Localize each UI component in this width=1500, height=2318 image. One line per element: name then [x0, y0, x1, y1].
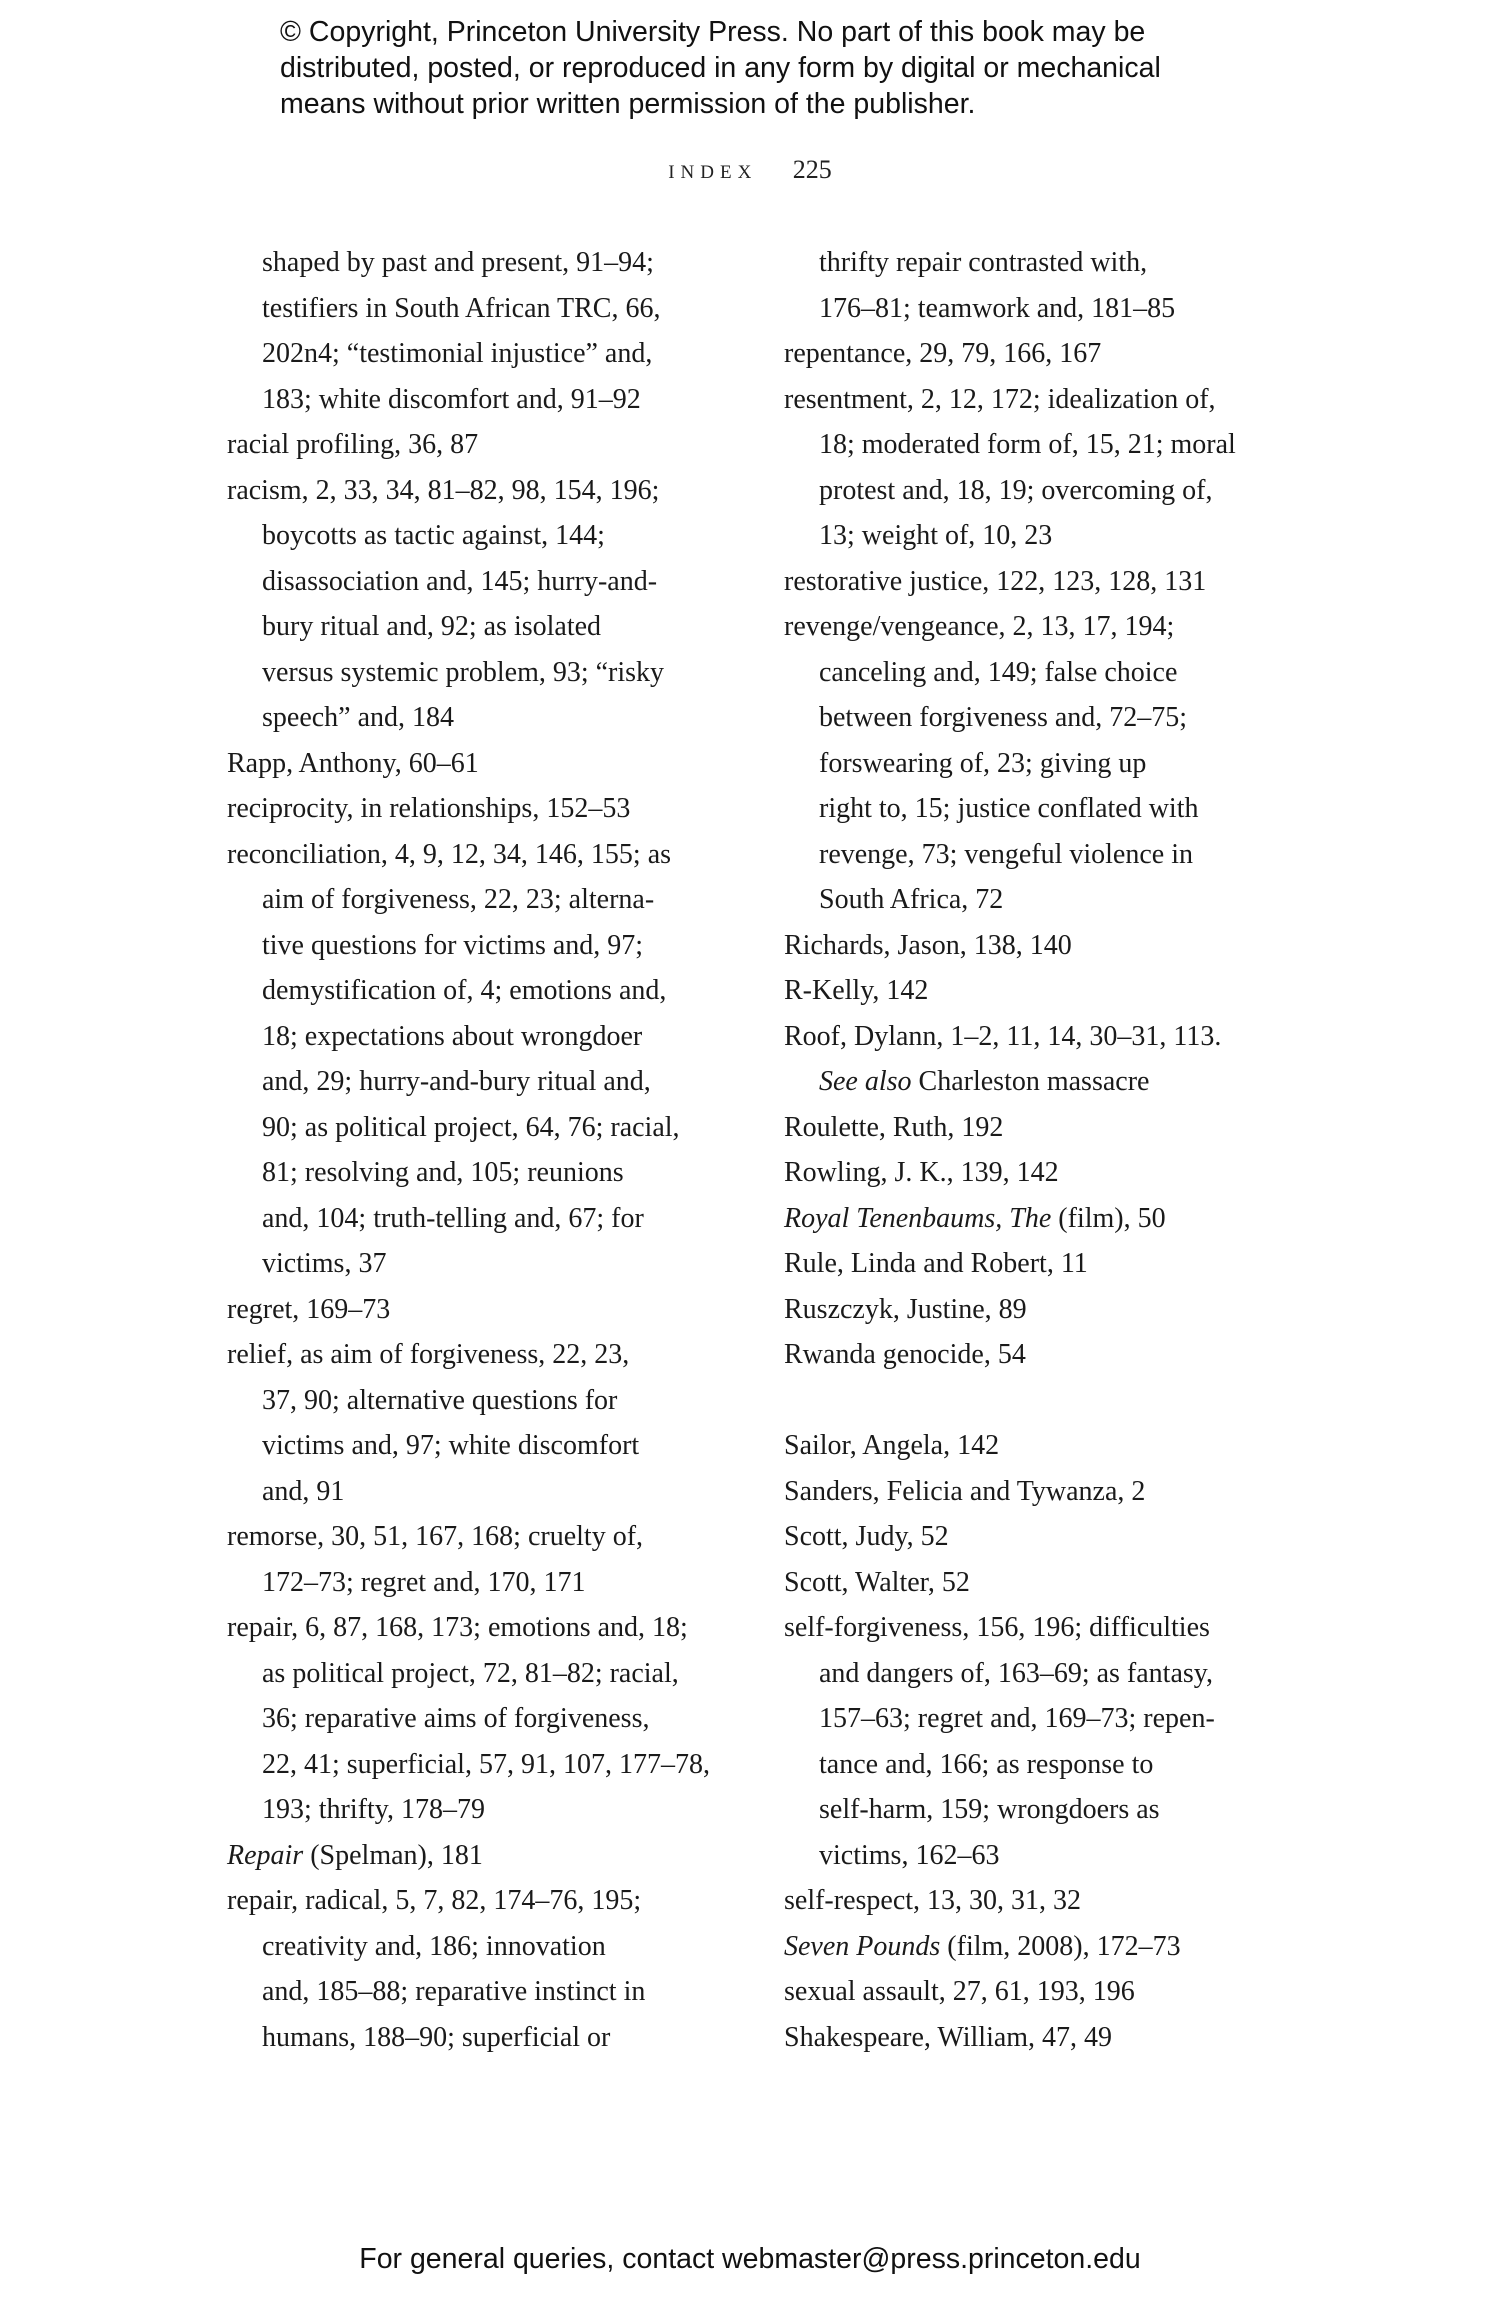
entry-text: Scott, Judy, 52	[784, 1521, 949, 1552]
index-column-left	[227, 240, 727, 2060]
index-subentry-line	[227, 286, 727, 332]
index-subentry-line	[227, 1014, 727, 1060]
index-entry	[227, 741, 727, 787]
entry-text: 18; expectations about wrongdoer	[262, 1020, 643, 1052]
entry-text: testifiers in South African TRC, 66,	[262, 292, 661, 324]
index-subentry-line	[227, 1787, 727, 1833]
index-entry	[227, 1287, 727, 1333]
index-entry	[784, 1014, 1284, 1060]
entry-text: Rowling, J. K., 139, 142	[784, 1157, 1059, 1188]
entry-text: canceling and, 149; false choice	[819, 656, 1178, 688]
index-subentry-line	[227, 377, 727, 423]
entry-text: 157–63; regret and, 169–73; repen-	[819, 1703, 1215, 1734]
index-entry	[784, 1332, 1284, 1378]
entry-text: 13; weight of, 10, 23	[819, 520, 1053, 551]
entry-text: right to, 15; justice conflated with	[819, 793, 1199, 824]
entry-text: repentance, 29, 79, 166, 167	[784, 338, 1102, 369]
index-subentry-line	[227, 1696, 727, 1742]
entry-text: and, 185–88; reparative instinct in	[262, 1976, 646, 2007]
italic-title: Royal Tenenbaums, The	[784, 1202, 1052, 1234]
index-entry	[227, 468, 727, 514]
entry-text: racial profiling, 36, 87	[227, 429, 479, 460]
index-subentry-line	[227, 1150, 727, 1196]
index-subentry-line	[227, 1196, 727, 1242]
entry-text: 90; as political project, 64, 76; racial,	[262, 1111, 680, 1143]
entry-text: Sailor, Angela, 142	[784, 1430, 1000, 1461]
index-subentry-line	[784, 741, 1284, 787]
entry-text: remorse, 30, 51, 167, 168; cruelty of,	[227, 1521, 644, 1552]
entry-text: 183; white discomfort and, 91–92	[262, 383, 641, 415]
entry-text: boycotts as tactic against, 144;	[262, 520, 605, 551]
entry-text: self-respect, 13, 30, 31, 32	[784, 1885, 1082, 1916]
entry-text: victims, 37	[262, 1248, 387, 1279]
entry-text: victims, 162–63	[819, 1839, 1000, 1871]
index-subentry-line	[784, 1833, 1284, 1879]
entry-text: between forgiveness and, 72–75;	[819, 702, 1188, 733]
index-entry	[784, 1469, 1284, 1515]
index-subentry-line	[784, 786, 1284, 832]
index-subentry-line	[227, 1469, 727, 1515]
index-subentry-line	[784, 650, 1284, 696]
entry-text: 37, 90; alternative questions for	[262, 1384, 618, 1416]
index-subentry-line	[784, 1742, 1284, 1788]
index-subentry-line	[227, 923, 727, 969]
index-subentry-line	[784, 695, 1284, 741]
entry-text: 202n4; “testimonial injustice” and,	[262, 338, 653, 369]
index-subentry-line	[227, 650, 727, 696]
index-subentry-line	[784, 877, 1284, 923]
entry-text: thrifty repair contrasted with,	[819, 247, 1148, 278]
index-subentry-line	[227, 1560, 727, 1606]
entry-text: racism, 2, 33, 34, 81–82, 98, 154, 196;	[227, 474, 660, 506]
index-subentry-line	[227, 1969, 727, 2015]
entry-text: as political project, 72, 81–82; racial,	[262, 1657, 679, 1689]
entry-text: repair, 6, 87, 168, 173; emotions and, 18;	[227, 1612, 688, 1643]
index-subentry-line	[784, 286, 1284, 332]
entry-text: revenge, 73; vengeful violence in	[819, 838, 1193, 870]
entry-text: Rule, Linda and Robert, 11	[784, 1248, 1088, 1279]
entry-text: Roulette, Ruth, 192	[784, 1111, 1004, 1143]
entry-text: self-forgiveness, 156, 196; difficulties	[784, 1612, 1210, 1643]
index-subentry-line	[227, 1059, 727, 1105]
index-entry	[784, 1605, 1284, 1651]
entry-text: relief, as aim of forgiveness, 22, 23,	[227, 1339, 630, 1370]
entry-text: creativity and, 186; innovation	[262, 1930, 606, 1962]
index-entry	[227, 1878, 727, 1924]
index-subentry-line	[227, 1378, 727, 1424]
index-entry	[784, 1105, 1284, 1151]
entry-text: shaped by past and present, 91–94;	[262, 247, 654, 278]
entry-text: and, 91	[262, 1475, 345, 1507]
footer-contact: For general queries, contact webmaster@press.princeton.edu	[359, 2243, 1141, 2275]
index-entry	[784, 1196, 1284, 1242]
index-entry	[784, 968, 1284, 1014]
copyright-line: © Copyright, Princeton University Press. No part of this book may be	[280, 16, 1146, 48]
copyright-line: distributed, posted, or reproduced in any form by digital or mechanical	[280, 52, 1161, 84]
entry-text: South Africa, 72	[819, 884, 1004, 915]
index-subentry-line	[227, 1105, 727, 1151]
entry-text: 172–73; regret and, 170, 171	[262, 1566, 586, 1598]
entry-text: Scott, Walter, 52	[784, 1566, 970, 1598]
entry-text: bury ritual and, 92; as isolated	[262, 611, 602, 642]
index-entry	[784, 1969, 1284, 2015]
entry-text: victims and, 97; white discomfort	[262, 1430, 640, 1461]
italic-title: See also	[819, 1066, 912, 1097]
index-entry	[784, 331, 1284, 377]
entry-text: and, 104; truth-telling and, 67; for	[262, 1202, 644, 1234]
index-subentry-line	[227, 604, 727, 650]
index-subentry-line	[227, 1241, 727, 1287]
blank-line	[784, 1378, 1284, 1424]
index-subentry-line	[227, 877, 727, 923]
entry-text: 193; thrifty, 178–79	[262, 1794, 485, 1825]
index-subentry-line	[227, 695, 727, 741]
entry-text: aim of forgiveness, 22, 23; alterna-	[262, 884, 655, 915]
index-entry	[784, 1241, 1284, 1287]
index-subentry-line	[227, 1651, 727, 1697]
entry-text: (film, 2008), 172–73	[940, 1930, 1181, 1962]
index-entry	[227, 832, 727, 878]
index-subentry-line	[784, 832, 1284, 878]
entry-text: 176–81; teamwork and, 181–85	[819, 292, 1176, 324]
entry-text: reciprocity, in relationships, 152–53	[227, 793, 631, 824]
index-entry	[784, 1287, 1284, 1333]
entry-text: 18; moderated form of, 15, 21; moral	[819, 429, 1236, 460]
entry-text: Charleston massacre	[911, 1066, 1150, 1097]
running-head	[0, 155, 1500, 185]
index-entry	[227, 1605, 727, 1651]
index-entry	[227, 1514, 727, 1560]
entry-text: R-Kelly, 142	[784, 975, 929, 1006]
index-subentry-line	[784, 422, 1284, 468]
entry-text: Rapp, Anthony, 60–61	[227, 747, 479, 779]
entry-text: revenge/vengeance, 2, 13, 17, 194;	[784, 611, 1175, 642]
italic-title: Seven Pounds	[784, 1930, 941, 1962]
entry-text: (Spelman), 181	[303, 1839, 483, 1871]
index-subentry-line	[784, 1696, 1284, 1742]
entry-text: versus systemic problem, 93; “risky	[262, 656, 665, 688]
index-subentry-line	[784, 1059, 1284, 1105]
entry-text: Shakespeare, William, 47, 49	[784, 2021, 1113, 2053]
entry-text: tive questions for victims and, 97;	[262, 929, 644, 961]
index-entry	[227, 422, 727, 468]
copyright-line: means without prior written permission of the publisher.	[280, 88, 976, 120]
entry-text: (film), 50	[1051, 1202, 1166, 1234]
index-entry	[784, 1423, 1284, 1469]
entry-text: Rwanda genocide, 54	[784, 1339, 1026, 1370]
index-subentry-line	[227, 1924, 727, 1970]
page-number: 225	[792, 155, 832, 184]
index-entry	[227, 786, 727, 832]
entry-text: and, 29; hurry-and-bury ritual and,	[262, 1066, 651, 1097]
index-entry	[784, 604, 1284, 650]
italic-title: Repair	[227, 1839, 304, 1871]
index-entry	[227, 1332, 727, 1378]
copyright-notice	[280, 14, 1240, 122]
index-subentry-line	[784, 468, 1284, 514]
entry-text: and dangers of, 163–69; as fantasy,	[819, 1657, 1213, 1689]
entry-text: resentment, 2, 12, 172; idealization of,	[784, 383, 1216, 415]
entry-text: forswearing of, 23; giving up	[819, 747, 1147, 779]
entry-text: Ruszczyk, Justine, 89	[784, 1293, 1027, 1325]
index-entry	[784, 1150, 1284, 1196]
entry-text: 36; reparative aims of forgiveness,	[262, 1703, 650, 1734]
index-subentry-line	[227, 331, 727, 377]
entry-text: speech” and, 184	[262, 702, 455, 733]
index-subentry-line	[784, 1787, 1284, 1833]
index-entry	[784, 377, 1284, 423]
index-subentry-line	[227, 2015, 727, 2061]
entry-text: demystification of, 4; emotions and,	[262, 975, 667, 1006]
index-entry	[784, 1514, 1284, 1560]
running-head-title: INDEX	[668, 162, 758, 183]
index-subentry-line	[227, 240, 727, 286]
entry-text: Sanders, Felicia and Tywanza, 2	[784, 1475, 1146, 1507]
entry-text: repair, radical, 5, 7, 82, 174–76, 195;	[227, 1885, 642, 1916]
entry-text: 81; resolving and, 105; reunions	[262, 1157, 624, 1188]
entry-text: 22, 41; superficial, 57, 91, 107, 177–78,	[262, 1748, 710, 1780]
entry-text: disassociation and, 145; hurry-and-	[262, 565, 658, 597]
entry-text: reconciliation, 4, 9, 12, 34, 146, 155; as	[227, 838, 672, 870]
index-entry	[784, 923, 1284, 969]
index-entry	[784, 559, 1284, 605]
entry-text: tance and, 166; as response to	[819, 1748, 1154, 1780]
index-subentry-line	[784, 240, 1284, 286]
index-subentry-line	[227, 968, 727, 1014]
index-subentry-line	[227, 559, 727, 605]
entry-text: Roof, Dylann, 1–2, 11, 14, 30–31, 113.	[784, 1020, 1222, 1052]
index-subentry-line	[227, 1423, 727, 1469]
entry-text: sexual assault, 27, 61, 193, 196	[784, 1976, 1135, 2007]
entry-text: restorative justice, 122, 123, 128, 131	[784, 565, 1207, 597]
index-entry	[784, 2015, 1284, 2061]
index-column-right	[784, 240, 1284, 2060]
entry-text: Richards, Jason, 138, 140	[784, 929, 1072, 961]
index-subentry-line	[784, 513, 1284, 559]
index-entry	[227, 1833, 727, 1879]
entry-text: self-harm, 159; wrongdoers as	[819, 1794, 1160, 1825]
entry-text: humans, 188–90; superficial or	[262, 2021, 611, 2053]
index-entry	[784, 1924, 1284, 1970]
index-entry	[784, 1878, 1284, 1924]
index-entry	[784, 1560, 1284, 1606]
entry-text: protest and, 18, 19; overcoming of,	[819, 474, 1213, 506]
index-subentry-line	[227, 513, 727, 559]
entry-text: regret, 169–73	[227, 1293, 391, 1325]
index-subentry-line	[784, 1651, 1284, 1697]
index-subentry-line	[227, 1742, 727, 1788]
